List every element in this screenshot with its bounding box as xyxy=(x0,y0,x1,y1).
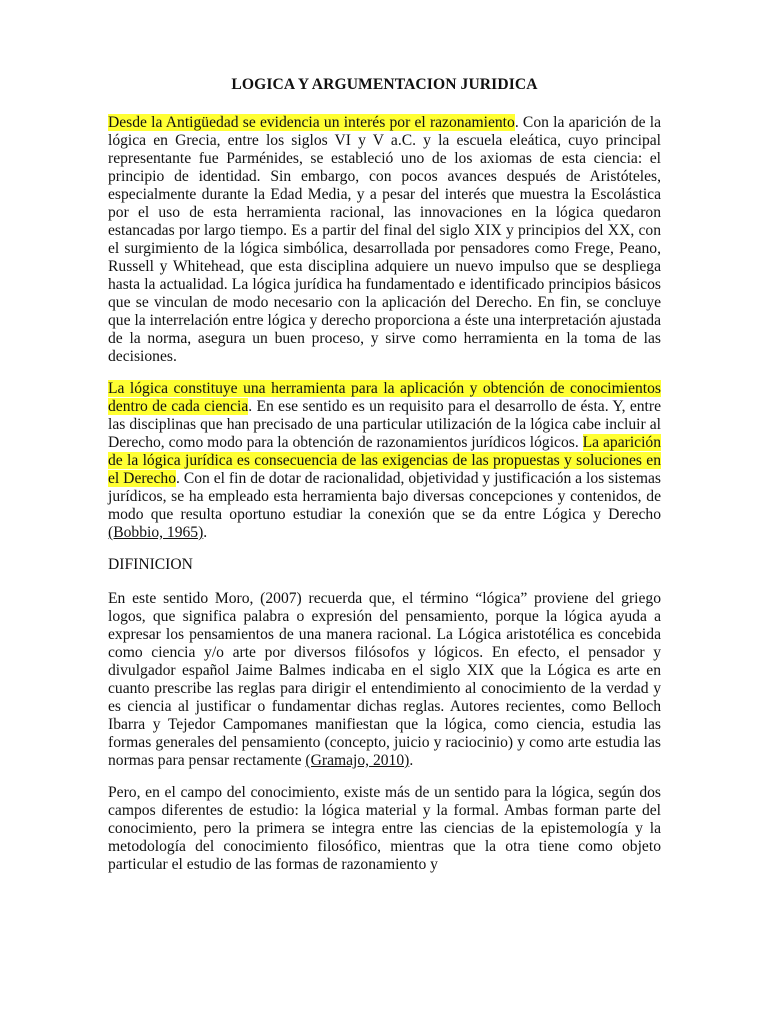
paragraph-text: . xyxy=(203,524,208,541)
document-page xyxy=(108,70,661,888)
paragraph-text: Pero, en el campo del conocimiento, existe más de un sentido para la lógica, según dos campos diferentes de estudio: la lógica material y la formal. Ambas forman parte del conocimiento, pero la primera se integra entre las ciencias de la epistemología y la metodología del conocimiento filosófico, mientras que la otra tiene como objeto particular el estudio de las formas de razonamiento y xyxy=(108,784,661,873)
paragraph-3 xyxy=(108,590,661,770)
paragraph-text: . xyxy=(409,752,414,769)
paragraph-4 xyxy=(108,784,661,874)
highlighted-text: La lógica constituye una herramienta para la aplicación y obtención de conocimientos dentro de cada ciencia xyxy=(108,380,661,415)
section-heading: DIFINICION xyxy=(108,556,193,573)
paragraph-text: . Con el fin de dotar de racionalidad, objetividad y justificación a los sistemas jurídicos, se ha empleado esta herramienta bajo diversas concepciones y contenidos, de modo que resulta oportuno estudiar la conexión que se da entre Lógica y Derecho xyxy=(108,470,661,523)
citation-link[interactable]: (Gramajo, 2010) xyxy=(305,752,410,769)
paragraph-1 xyxy=(108,114,661,366)
paragraph-text: En este sentido Moro, (2007) recuerda que, el término “lógica” proviene del griego logos, que significa palabra o expresión del pensamiento, porque la lógica ayuda a expresar los pensamientos de una manera racional. La Lógica aristotélica es concebida como ciencia y/o arte por diversos filósofos y lógicos. En efecto, el pensador y divulgador español Jaime Balmes indicaba en el siglo XIX que la Lógica es arte en cuanto prescribe las reglas para dirigir el entendimiento al conocimiento de la verdad y es ciencia al justificar o fundamentar dichas reglas. Autores recientes, como Belloch Ibarra y Tejedor Campomanes manifiestan que la lógica, como ciencia, estudia las formas generales del pensamiento (concepto, juicio y raciocinio) y como arte estudia las normas para pensar rectamente xyxy=(108,590,661,769)
paragraph-2 xyxy=(108,380,661,542)
highlighted-text: La aparición de la lógica jurídica es consecuencia de las exigencias de las propuestas y soluciones en el Derecho xyxy=(108,434,662,487)
document-title: LOGICA Y ARGUMENTACION JURIDICA xyxy=(231,76,538,93)
paragraph-text: . En ese sentido es un requisito para el desarrollo de ésta. Y, entre las disciplinas que han precisado de una particular utilización de la lógica cabe incluir al Derecho, como modo para la obtención de razonamientos jurídicos lógicos. xyxy=(108,398,661,451)
highlighted-text: Desde la Antigüedad se evidencia un interés por el razonamiento xyxy=(108,114,515,131)
citation-link[interactable]: (Bobbio, 1965) xyxy=(108,524,204,541)
paragraph-text: . Con la aparición de la lógica en Grecia, entre los siglos VI y V a.C. y la escuela eleática, cuyo principal representante fue Parménides, se estableció uno de los axiomas de esta ciencia: el principio de identidad. Sin embargo, con pocos avances después de Aristóteles, especialmente durante la Edad Media, y a pesar del interés que muestra la Escolástica por el uso de esta herramienta racional, las innovaciones en la lógica quedaron estancadas por largo tiempo. Es a partir del final del siglo XIX y principios del XX, con el surgimiento de la lógica simbólica, desarrollada por pensadores como Frege, Peano, Russell y Whitehead, que esta disciplina adquiere un nuevo impulso que se despliega hasta la actualidad. La lógica jurídica ha fundamentado e identificado principios básicos que se vinculan de modo necesario con la aplicación del Derecho. En fin, se concluye que la interrelación entre lógica y derecho proporciona a éste una interpretación ajustada de la norma, asegura un buen proceso, y sirve como herramienta en la toma de las decisiones. xyxy=(108,114,661,365)
